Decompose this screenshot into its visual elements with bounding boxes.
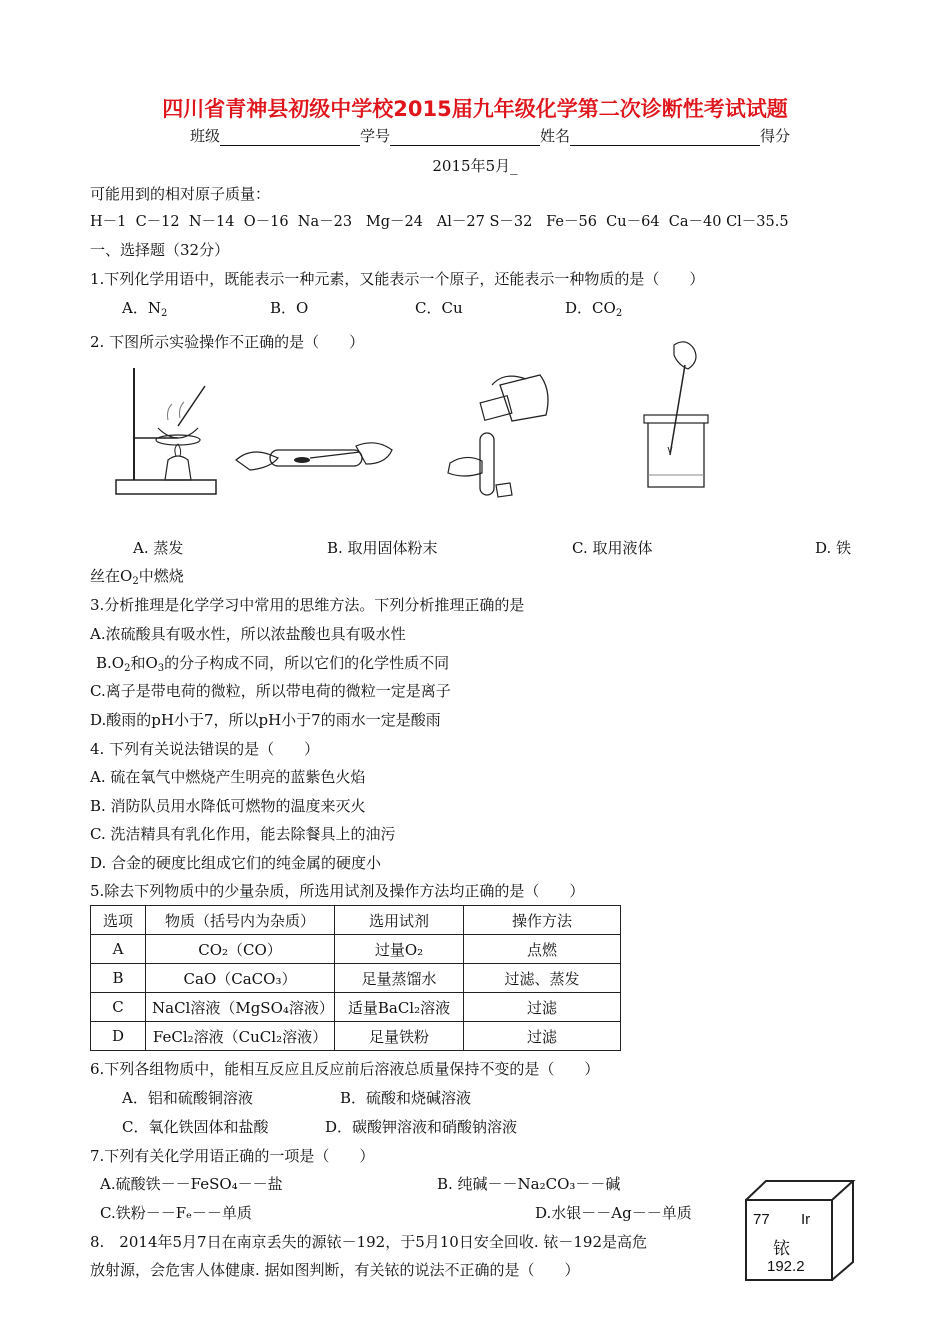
student-info-row xyxy=(190,125,840,146)
section-heading: 一、选择题（32分） xyxy=(90,241,230,259)
q2-option-c[interactable]: C. 取用液体 xyxy=(572,539,653,557)
q3-b-text-2: 和O xyxy=(130,654,158,672)
table-cell: C xyxy=(91,993,146,1022)
table-header-cell: 物质（括号内为杂质） xyxy=(146,906,335,935)
q3-option-d[interactable]: D.酸雨的pH小于7，所以pH小于7的雨水一定是酸雨 xyxy=(90,711,441,729)
q7-option-a[interactable]: A.硫酸铁－－FeSO₄－－盐 xyxy=(100,1175,283,1193)
q2-option-a[interactable]: A. 蒸发 xyxy=(133,539,184,557)
q6-option-c[interactable]: C．氧化铁固体和盐酸 xyxy=(122,1118,269,1136)
q6-option-a[interactable]: A．铝和硫酸铜溶液 xyxy=(122,1089,253,1107)
pouring-liquid-figure xyxy=(430,365,560,505)
table-row xyxy=(91,964,621,993)
q2-option-d[interactable]: D. 铁 xyxy=(815,539,852,557)
q6-option-d[interactable]: D．碳酸钾溶液和硝酸钠溶液 xyxy=(325,1118,518,1136)
element-symbol: Ir xyxy=(801,1211,811,1228)
q7-option-d[interactable]: D.水银－－Ag－－单质 xyxy=(535,1204,692,1222)
atomic-mass: 192.2 xyxy=(767,1258,805,1275)
q4-option-c[interactable]: C. 洗洁精具有乳化作用，能去除餐具上的油污 xyxy=(90,825,396,843)
q2-stem: 2. 下图所示实验操作不正确的是（ ） xyxy=(90,333,365,351)
exam-date: 2015年5月_ xyxy=(432,157,518,175)
table-cell: D xyxy=(91,1022,146,1051)
test-tube-powder-figure xyxy=(230,430,400,480)
q1-stem: 1.下列化学用语中，既能表示一种元素，又能表示一个原子，还能表示一种物质的是（ ） xyxy=(90,270,705,288)
q7-option-c[interactable]: C.铁粉－－Fₑ－－单质 xyxy=(100,1204,252,1222)
q2-d-cont-sub: 2 xyxy=(132,576,139,587)
table-cell: B xyxy=(91,964,146,993)
q1-option-a[interactable] xyxy=(122,298,167,324)
q3-option-a[interactable]: A.浓硫酸具有吸水性，所以浓盐酸也具有吸水性 xyxy=(90,625,406,643)
table-row xyxy=(91,993,621,1022)
score-label: 得分 xyxy=(760,127,791,145)
table-cell: 过滤、蒸发 xyxy=(464,964,621,993)
table-header-cell: 操作方法 xyxy=(464,906,621,935)
q5-table xyxy=(90,905,621,1051)
q5-stem: 5.除去下列物质中的少量杂质，所选用试剂及操作方法均正确的是（ ） xyxy=(90,882,585,900)
q2-option-d-continued xyxy=(90,566,184,592)
q4-option-d[interactable]: D. 合金的硬度比组成它们的纯金属的硬度小 xyxy=(90,854,382,872)
atomic-number: 77 xyxy=(753,1211,770,1228)
iridium-element-card xyxy=(743,1178,858,1283)
name-blank[interactable] xyxy=(570,129,760,146)
table-cell: 点燃 xyxy=(464,935,621,964)
class-label: 班级 xyxy=(190,127,221,145)
q8-stem-line-1: 8. 2014年5月7日在南京丢失的源铱－192，于5月10日安全回收. 铱－192是高危 xyxy=(90,1233,648,1251)
q3-b-sub-1: 2 xyxy=(124,663,131,674)
q3-b-text-1: B.O xyxy=(96,654,125,672)
table-header-row xyxy=(91,906,621,935)
q6-stem: 6.下列各组物质中，能相互反应且反应前后溶液总质量保持不变的是（ ） xyxy=(90,1060,600,1078)
q1-option-c[interactable]: C．Cu xyxy=(415,299,463,317)
q1-option-d-sub: 2 xyxy=(615,308,623,319)
table-row xyxy=(91,935,621,964)
atomic-mass-list: H－1 C－12 N－14 O－16 Na－23 Mg－24 Al－27 S－32 Fe－56 Cu－64 Ca－40 Cl－35.5 xyxy=(90,214,789,230)
q1-option-a-sub: 2 xyxy=(160,308,168,319)
q7-option-b[interactable]: B. 纯碱－－Na₂CO₃－－碱 xyxy=(437,1175,621,1193)
name-label: 姓名 xyxy=(540,127,571,145)
table-cell: 足量蒸馏水 xyxy=(335,964,464,993)
q1-option-d-text: D．CO xyxy=(565,299,616,317)
atomic-mass-heading: 可能用到的相对原子质量： xyxy=(90,185,271,203)
q2-d-cont-text-1: 丝在O xyxy=(90,567,133,585)
q2-option-b[interactable]: B. 取用固体粉末 xyxy=(327,539,438,557)
q2-d-cont-text-2: 中燃烧 xyxy=(138,567,184,585)
table-cell: 适量BaCl₂溶液 xyxy=(335,993,464,1022)
q6-option-b[interactable]: B．硫酸和烧碱溶液 xyxy=(340,1089,472,1107)
element-name: 铱 xyxy=(773,1239,790,1259)
q1-option-d[interactable] xyxy=(565,298,622,324)
table-cell: CaO（CaCO₃） xyxy=(146,964,335,993)
q4-option-a[interactable]: A. 硫在氧气中燃烧产生明亮的蓝紫色火焰 xyxy=(90,768,366,786)
table-cell: 过滤 xyxy=(464,1022,621,1051)
q3-option-b[interactable] xyxy=(96,653,449,679)
table-row xyxy=(91,1022,621,1051)
q7-stem: 7.下列有关化学用语正确的一项是（ ） xyxy=(90,1147,375,1165)
class-blank[interactable] xyxy=(220,129,360,146)
table-header-cell: 选用试剂 xyxy=(335,906,464,935)
number-label: 学号 xyxy=(360,127,391,145)
number-blank[interactable] xyxy=(390,129,540,146)
exam-title: 四川省青神县初级中学校2015届九年级化学第二次诊断性考试试题 xyxy=(162,97,788,121)
q8-stem-line-2: 放射源，会危害人体健康. 据如图判断，有关铱的说法不正确的是（ ） xyxy=(90,1261,580,1279)
q4-stem: 4. 下列有关说法错误的是（ ） xyxy=(90,740,320,758)
table-cell: FeCl₂溶液（CuCl₂溶液） xyxy=(146,1022,335,1051)
q4-option-b[interactable]: B. 消防队员用水降低可燃物的温度来灭火 xyxy=(90,797,366,815)
q1-option-b[interactable]: B．O xyxy=(270,299,309,317)
q3-b-text-3: 的分子构成不同，所以它们的化学性质不同 xyxy=(164,654,450,672)
q3-option-c[interactable]: C.离子是带电荷的微粒，所以带电荷的微粒一定是离子 xyxy=(90,682,451,700)
evaporation-apparatus-figure xyxy=(110,360,225,505)
table-cell: NaCl溶液（MgSO₄溶液） xyxy=(146,993,335,1022)
q3-stem: 3.分析推理是化学学习中常用的思维方法。下列分析推理正确的是 xyxy=(90,596,525,614)
table-cell: 过量O₂ xyxy=(335,935,464,964)
q1-option-a-text: A．N xyxy=(122,299,161,317)
q3-b-sub-2: 3 xyxy=(157,663,165,674)
table-cell: A xyxy=(91,935,146,964)
table-cell: 足量铁粉 xyxy=(335,1022,464,1051)
table-cell: CO₂（CO） xyxy=(146,935,335,964)
table-header-cell: 选项 xyxy=(91,906,146,935)
iron-wire-combustion-figure xyxy=(630,335,725,495)
table-cell: 过滤 xyxy=(464,993,621,1022)
